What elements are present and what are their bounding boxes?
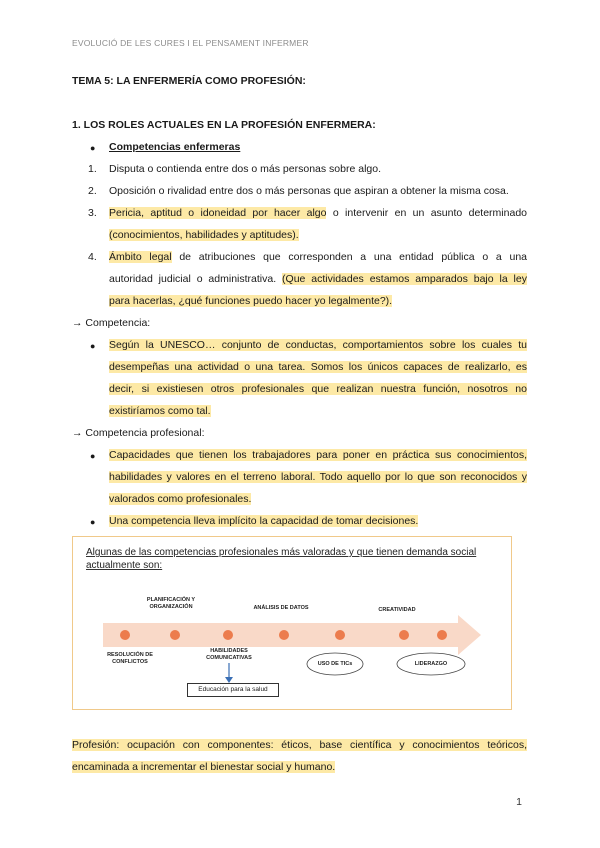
def-number-4: 4. [88, 251, 97, 263]
definition-4-line2-text: autoridad judicial o administrativa. [109, 273, 283, 285]
timeline-graphic [73, 537, 511, 709]
competencia-line-1: Según la UNESCO… conjunto de conductas, comportamientos sobre los cuales tu [109, 339, 527, 351]
profesion-line-1: Profesión: ocupación con componentes: éticos, base científica y conocimientos teóricos, [72, 739, 527, 751]
competencia-line-3: decir, si existiesen otros profesionales que realizan nuestra función, nosotros no [109, 383, 527, 395]
competencias-infographic [72, 536, 512, 710]
profesion-definition [72, 734, 527, 778]
bullet-dot: ● [90, 143, 96, 153]
timeline-dot [120, 630, 130, 640]
section-title: 1. LOS ROLES ACTUALES EN LA PROFESIÓN ENFERMERA: [72, 119, 376, 131]
profesion-line-2: encaminada a incrementar el bienestar social y humano. [72, 761, 336, 773]
note-educacion-salud: Educación para la salud [187, 683, 279, 697]
page-header: EVOLUCIÓ DE LES CURES I EL PENSAMENT INFERMER [72, 38, 309, 48]
timeline-dot [170, 630, 180, 640]
definition-4-line-1 [109, 246, 527, 268]
competencia-label: → Competencia: [72, 317, 151, 329]
def-number-2: 2. [88, 185, 97, 197]
definition-4-line-2 [109, 268, 527, 290]
competencia-decisiones [109, 510, 418, 532]
label-analisis: ANÁLISIS DE DATOS [253, 605, 309, 611]
bullet-dot: ● [90, 517, 96, 527]
highlight-pericia: Pericia, aptitud o idoneidad por hacer algo [109, 207, 327, 219]
tema-title: TEMA 5: LA ENFERMERÍA COMO PROFESIÓN: [72, 75, 306, 87]
competencia-text [109, 334, 527, 422]
timeline-arrow [103, 615, 481, 655]
label-planificacion: PLANIFICACIÓN Y ORGANIZACIÓN [146, 597, 196, 610]
def-number-1: 1. [88, 163, 97, 175]
highlight-que-actividades: (Que actividades estamos amparados bajo la ley [282, 273, 527, 285]
bullet-dot: ● [90, 341, 96, 351]
definition-1: Disputa o contienda entre dos o más personas sobre algo. [109, 163, 382, 175]
comp-prof-line-1: Capacidades que tienen los trabajadores para poner en práctica sus conocimientos, [109, 449, 527, 461]
comp-prof-line-3: valorados como profesionales. [109, 493, 252, 505]
timeline-dot [335, 630, 345, 640]
label-creatividad: CREATIVIDAD [378, 607, 416, 613]
comp-prof-line-2: habilidades y valores en el terreno laboral. Todo aquello por lo que son reconocidos y [109, 471, 527, 483]
bullet-dot: ● [90, 451, 96, 461]
comp-prof-bullet2-text: Una competencia lleva implícito la capacidad de tomar decisiones. [109, 515, 419, 527]
timeline-dot [223, 630, 233, 640]
definition-2: Oposición o rivalidad entre dos o más personas que aspiran a obtener la misma cosa. [109, 185, 509, 197]
label-habilidades: HABILIDADES COMUNICATIVAS [206, 648, 252, 661]
competencias-label: Competencias enfermeras [109, 141, 241, 153]
definition-4-line-3 [109, 290, 392, 312]
infographic-title: Algunas de las competencias profesionales más valoradas y que tienen demanda social actualmente son: [86, 547, 477, 571]
def-number-3: 3. [88, 207, 97, 219]
label-tics: USO DE TICs [317, 661, 353, 667]
page-number: 1 [516, 796, 522, 808]
definition-3-line-1 [109, 202, 527, 224]
label-liderazgo: LIDERAZGO [414, 661, 448, 667]
definition-3-rest: o intervenir en un asunto determinado [326, 207, 527, 219]
timeline-dot [279, 630, 289, 640]
timeline-dot [399, 630, 409, 640]
definition-4-rest: de atribuciones que corresponden a una entidad pública o a una [171, 251, 527, 263]
label-resolucion: RESOLUCIÓN DE CONFLICTOS [107, 652, 153, 665]
competencia-line-2: desempeñas una actividad o una tarea. Somos los únicos capaces de realizarlo, es [109, 361, 527, 373]
competencia-line-4: existiríamos como tal. [109, 405, 211, 417]
competencia-profesional-label: → Competencia profesional: [72, 427, 205, 439]
timeline-dot [437, 630, 447, 640]
highlight-funciones: para hacerlas, ¿qué funciones puedo hacer yo legalmente?). [109, 295, 393, 307]
highlight-conocimientos: (conocimientos, habilidades y aptitudes). [109, 229, 299, 241]
highlight-ambito: Ámbito legal [109, 251, 172, 263]
definition-3-line-2 [109, 224, 299, 246]
competencia-profesional-text [109, 444, 527, 510]
